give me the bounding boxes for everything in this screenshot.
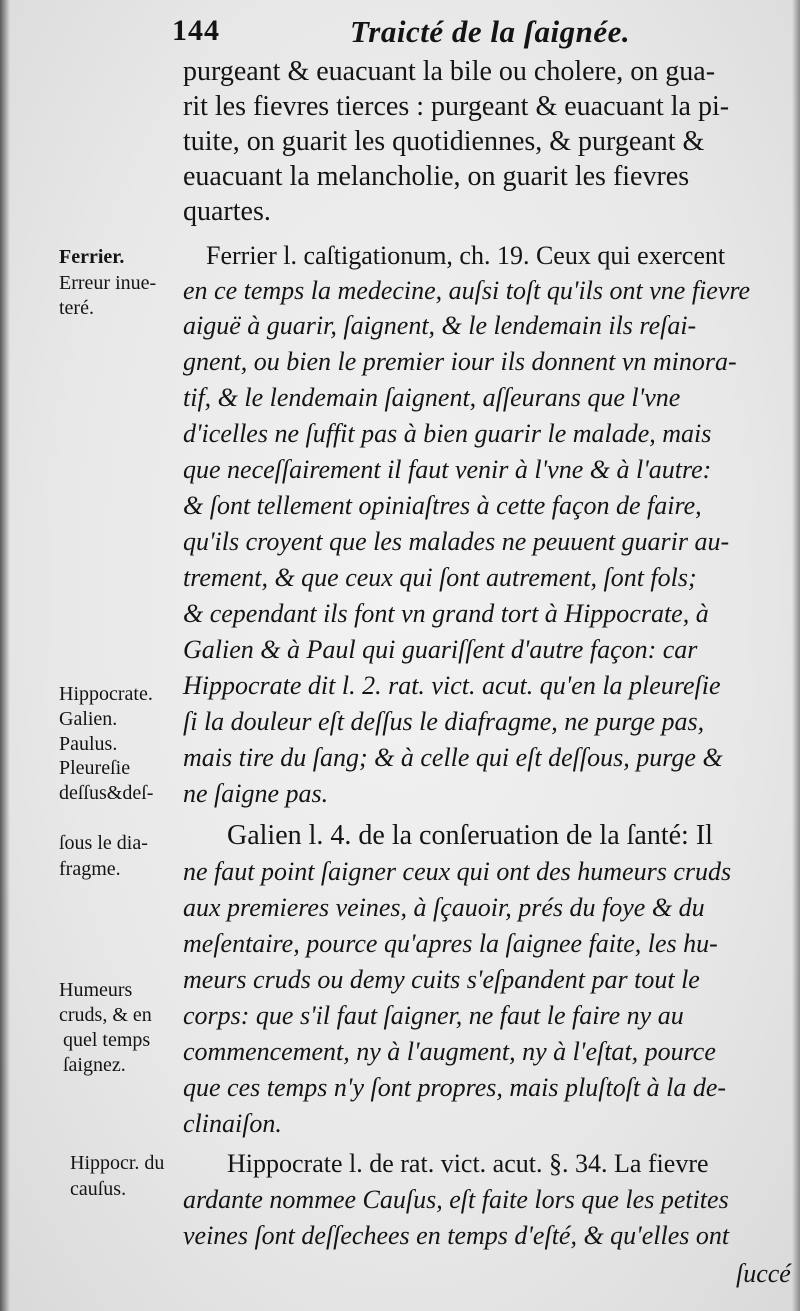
text-line: Galien & à Paul qui guariſſent d'autre façon: car xyxy=(183,635,698,664)
text-line: Galien l. 4. de la conſeruation de la ſanté: Il xyxy=(227,820,713,851)
text-line: ardante nommee Cauſus, eſt faite lors que les petites xyxy=(183,1185,729,1214)
text-line: rit les fievres tierces : purgeant & euacuant la pi- xyxy=(183,91,730,122)
margin-note: teré. xyxy=(59,297,94,319)
text-line: clinaiſon. xyxy=(183,1109,282,1138)
text-line: gnent, ou bien le premier iour ils donnent vn minora- xyxy=(183,347,737,376)
text-line: & cependant ils font vn grand tort à Hippocrate, à xyxy=(183,599,709,628)
text-line: ne faut point ſaigner ceux qui ont des humeurs cruds xyxy=(183,857,732,886)
text-line: tif, & le lendemain ſaignent, aſſeurans que l'vne xyxy=(183,383,681,412)
margin-note: Pleureſie xyxy=(59,757,131,779)
margin-note: ſaignez. xyxy=(63,1054,126,1076)
text-line: qu'ils croyent que les malades ne peuuent guarir au- xyxy=(183,527,730,556)
margin-note: quel temps xyxy=(63,1029,151,1051)
text-line: & ſont tellement opiniaſtres à cette façon de faire, xyxy=(183,491,702,520)
text-line: corps: que s'il faut ſaigner, ne faut le faire ny au xyxy=(183,1001,684,1030)
text-line: trement, & que ceux qui ſont autrement, ſont fols; xyxy=(183,563,697,592)
page-number: 144 xyxy=(172,14,220,47)
text-line: aiguë à guarir, ſaignent, & le lendemain ils reſai- xyxy=(183,311,697,340)
text-line: Ferrier l. caſtigationum, ch. 19. Ceux qui exercent xyxy=(206,241,726,270)
running-title: Traicté de la ſaignée. xyxy=(350,14,631,49)
text-line: mais tire du ſang; & à celle qui eſt deſſous, purge & xyxy=(183,743,723,772)
gutter-shadow xyxy=(0,0,10,1311)
margin-note: cruds, & en xyxy=(59,1004,152,1026)
margin-note: Ferrier. xyxy=(59,246,125,268)
margin-note: Erreur inue- xyxy=(59,272,157,294)
margin-note: Hippocrate. xyxy=(59,683,153,705)
text-line: veines ſont deſſechees en temps d'eſté, & qu'elles ont xyxy=(183,1221,730,1250)
page-header xyxy=(172,14,772,54)
text-line: en ce temps la medecine, auſsi toſt qu'ils ont vne fievre xyxy=(183,276,751,305)
text-line: ſi la douleur eſt deſſus le diafragme, ne purge pas, xyxy=(183,707,705,736)
margin-note: Hippocr. du xyxy=(70,1152,165,1174)
text-line: tuite, on guarit les quotidiennes, & purgeant & xyxy=(183,126,705,157)
margin-note: fragme. xyxy=(59,858,121,880)
margin-note: cauſus. xyxy=(70,1178,127,1200)
margin-note: deſſus&deſ- xyxy=(59,782,154,804)
text-line: d'icelles ne ſuffit pas à bien guarir le malade, mais xyxy=(183,419,712,448)
text-line: Hippocrate dit l. 2. rat. vict. acut. qu'en la pleureſie xyxy=(183,671,721,700)
text-line: euacuant la melancholie, on guarit les fievres xyxy=(183,161,690,192)
catchword: ſuccé xyxy=(736,1259,791,1288)
margin-note: ſous le dia- xyxy=(59,832,148,854)
margin-note: Galien. xyxy=(59,708,118,730)
text-line: commencement, ny à l'augment, ny à l'eſtat, pource xyxy=(183,1037,716,1066)
margin-note: Paulus. xyxy=(59,733,118,755)
page-edge-shadow xyxy=(792,0,800,1311)
text-line: purgeant & euacuant la bile ou cholere, on gua- xyxy=(183,56,716,87)
text-line: ne ſaigne pas. xyxy=(183,779,329,808)
margin-note: Humeurs xyxy=(59,979,133,1001)
text-line: Hippocrate l. de rat. vict. acut. §. 34. La fievre xyxy=(227,1149,709,1178)
text-line: que neceſſairement il faut venir à l'vne & à l'autre: xyxy=(183,455,712,484)
text-line: meurs cruds ou demy cuits s'eſpandent par tout le xyxy=(183,965,700,994)
text-line: quartes. xyxy=(183,196,271,227)
text-line: que ces temps n'y ſont propres, mais pluſtoſt à la de- xyxy=(183,1073,727,1102)
text-line: aux premieres veines, à ſçauoir, prés du foye & du xyxy=(183,893,705,922)
text-line: meſentaire, pource qu'apres la ſaignee faite, les hu- xyxy=(183,929,718,958)
